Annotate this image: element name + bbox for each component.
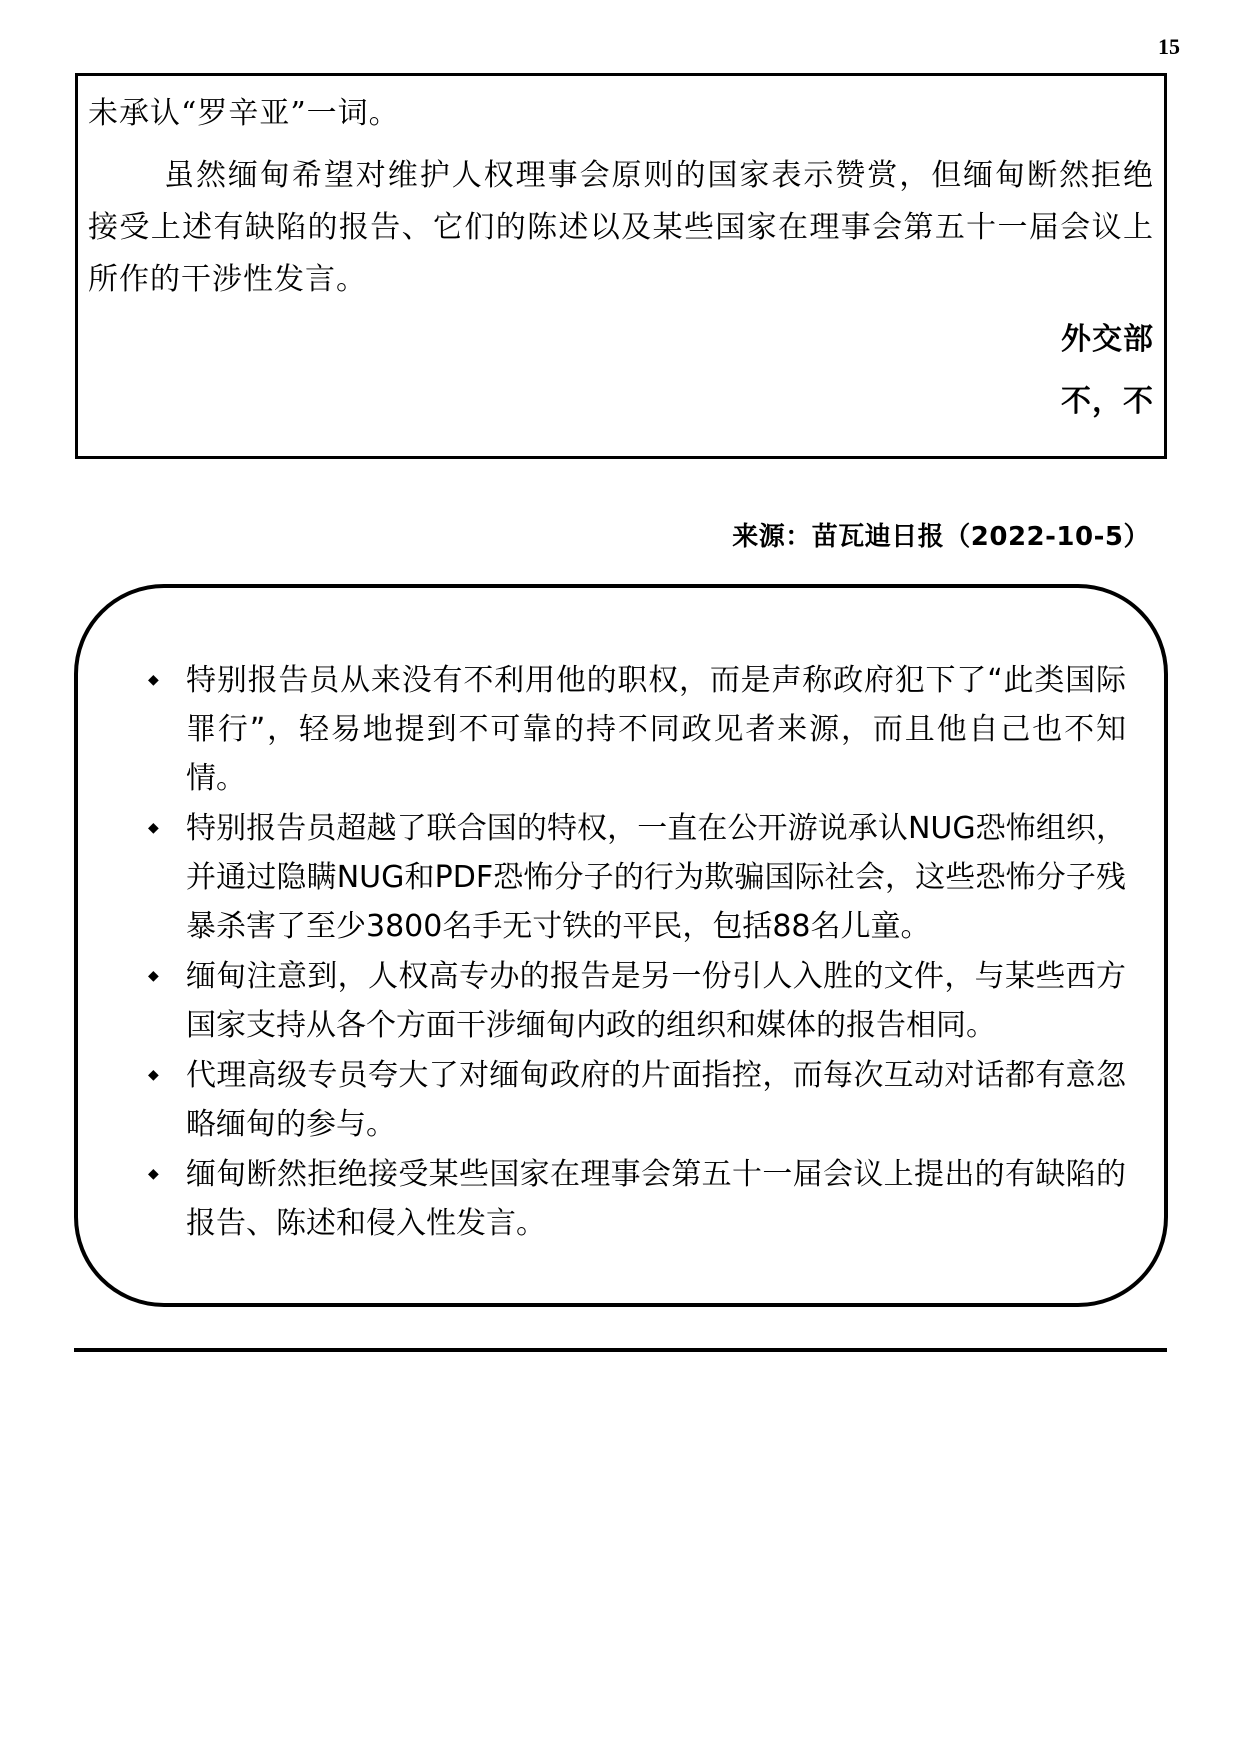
list-item [116, 804, 1126, 951]
list-item-text: 代理高级专员夸大了对缅甸政府的片面指控，而每次互动对话都有意忽略缅甸的参与。 [186, 1058, 1126, 1142]
statement-paragraph: 虽然缅甸希望对维护人权理事会原则的国家表示赞赏，但缅甸断然拒绝接受上述有缺陷的报告、它们的陈述以及某些国家在理事会第五十一届会议上所作的干涉性发言。 [88, 158, 1154, 297]
diamond-bullet-icon: ◆ [148, 1067, 159, 1083]
list-item-text: 特别报告员超越了联合国的特权，一直在公开游说承认NUG恐怖组织，并通过隐瞒NUG和PDF恐怖分子的行为欺骗国际社会，这些恐怖分子残暴杀害了至少3800名手无寸铁的平民，包括88名儿童。 [186, 811, 1126, 944]
summary-list [116, 656, 1126, 1248]
list-item [116, 656, 1126, 803]
signature-place-date: 不，不 [1061, 384, 1154, 419]
statement-box [75, 73, 1167, 459]
list-item [116, 1051, 1126, 1149]
list-item [116, 1150, 1126, 1248]
signature-organization: 外交部 [1061, 322, 1154, 357]
diamond-bullet-icon: ◆ [148, 968, 159, 984]
diamond-bullet-icon: ◆ [148, 1166, 159, 1182]
source-citation: 来源：苗瓦迪日报（2022-10-5） [732, 522, 1150, 552]
diamond-bullet-icon: ◆ [148, 672, 159, 688]
list-item-text: 缅甸断然拒绝接受某些国家在理事会第五十一届会议上提出的有缺陷的报告、陈述和侵入性发言。 [186, 1157, 1126, 1241]
summary-box [74, 584, 1168, 1307]
list-item [116, 952, 1126, 1050]
statement-paragraph: 未承认“罗辛亚”一词。 [88, 96, 400, 131]
list-item-text: 特别报告员从来没有不利用他的职权，而是声称政府犯下了“此类国际罪行”，轻易地提到不可靠的持不同政见者来源，而且他自己也不知情。 [186, 663, 1126, 796]
footer-divider [74, 1348, 1167, 1352]
diamond-bullet-icon: ◆ [148, 820, 159, 836]
list-item-text: 缅甸注意到，人权高专办的报告是另一份引人入胜的文件，与某些西方国家支持从各个方面干涉缅甸内政的组织和媒体的报告相同。 [186, 959, 1126, 1043]
page-number: 15 [1158, 34, 1180, 59]
